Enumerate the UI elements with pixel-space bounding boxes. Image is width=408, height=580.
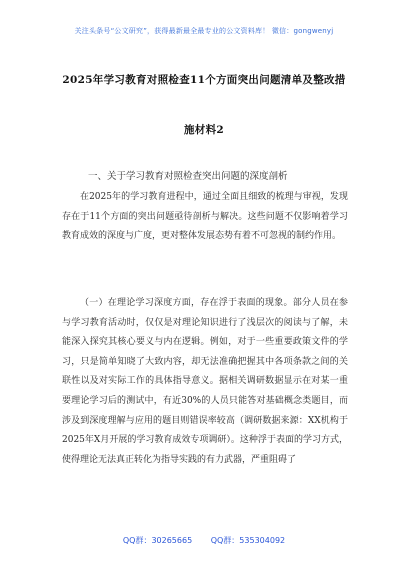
footer-qq-group-1: QQ群：30265665 (122, 536, 193, 545)
footer-qq-group-2: QQ群：535304092 (210, 536, 286, 545)
document-title-line-1: 2025年学习教育对照检查11个方面突出问题清单及整改措 (62, 74, 346, 86)
paragraph-2: （一）在理论学习深度方面，存在浮于表面的现象。部分人员在参与学习教育活动时，仅仅是对理论知识进行了浅层次的阅读与了解，未能深入探究其核心要义与内在逻辑。例如，对于一些重要政策文件的学习，只是简单知晓了大致内容，却无法准确把握其中各项条款之间的关联性以及对实际工作的具体指导意义。据相关调研数据显示在对某一重要理论学习后的测试中，有近30%的人员只能答对基础概念类题目，而涉及到深度理解与应用的题目则错误率较高（调研数据来源：XX机构于2025年X月开展的学习教育成效专项调研）。这种浮于表面的学习方式，使得理论无法真正转化为指导实践的有力武器，严重阻碍了 (62, 298, 348, 465)
section-heading: 一、关于学习教育对照检查突出问题的深度剖析 (88, 171, 288, 182)
paragraph-1: 在2025年的学习教育进程中，通过全面且细致的梳理与审视，发现存在于11个方面的突出问题亟待剖析与解决。这些问题不仅影响着学习教育成效的深度与广度，更对整体发展态势有着不可忽视的制约作用。 (62, 192, 348, 242)
paragraph-1-block (62, 188, 348, 247)
header-banner: 关注头条号“公文研究”，获得最新最全最专业的公文资料库！ 微信：gongwenyj (74, 27, 334, 35)
paragraph-2-block (62, 294, 348, 470)
document-title-line-2: 施材料2 (183, 124, 224, 136)
footer-contact (0, 535, 408, 546)
